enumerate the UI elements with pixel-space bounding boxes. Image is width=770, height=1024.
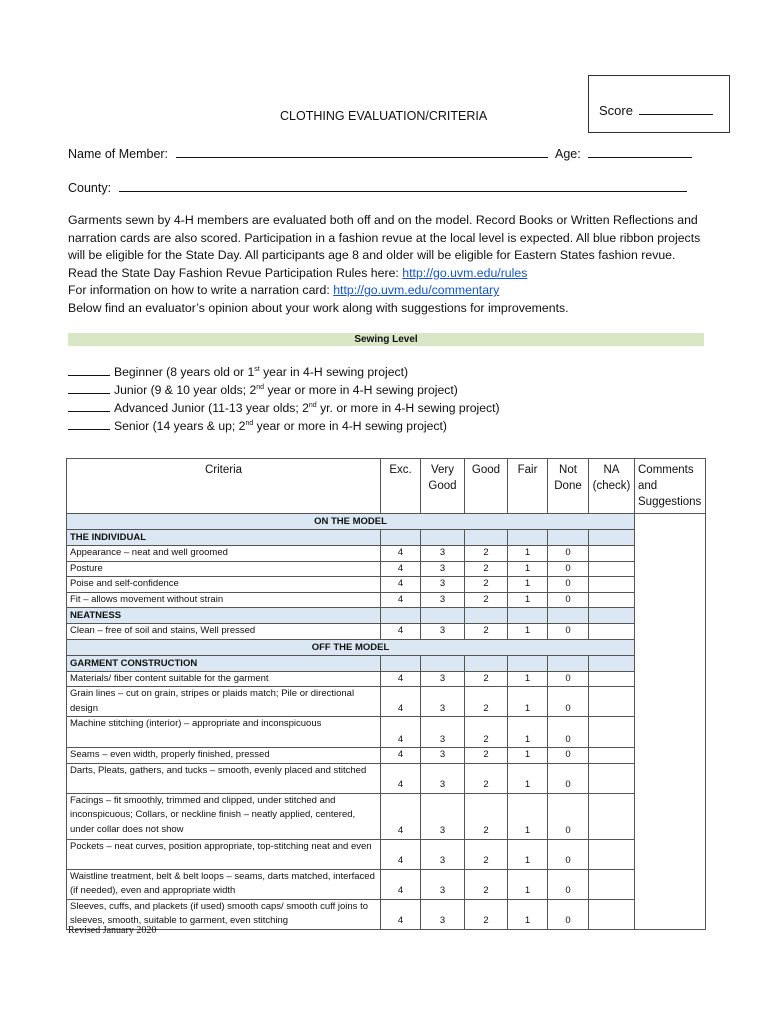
county-field[interactable] (119, 180, 687, 192)
score-cell[interactable]: 2 (465, 671, 508, 687)
score-cell[interactable]: 4 (381, 577, 421, 593)
name-field[interactable] (176, 146, 548, 158)
score-cell[interactable]: 1 (508, 869, 548, 899)
intro-text (68, 212, 708, 318)
score-cell[interactable]: 2 (465, 687, 508, 717)
rules-link[interactable]: http://go.uvm.edu/rules (402, 265, 528, 280)
blank-cell (508, 530, 548, 546)
table-row (67, 577, 706, 593)
score-cell[interactable]: 4 (381, 592, 421, 608)
county-label: County: (68, 181, 112, 195)
score-field[interactable] (639, 102, 713, 115)
score-cell[interactable]: 0 (548, 717, 589, 748)
score-cell[interactable]: 4 (381, 546, 421, 562)
na-check-cell[interactable] (589, 561, 635, 577)
sub-construction-label: GARMENT CONSTRUCTION (67, 655, 381, 671)
score-cell[interactable]: 0 (548, 561, 589, 577)
blank-cell (548, 530, 589, 546)
score-cell[interactable]: 3 (421, 671, 465, 687)
age-field[interactable] (588, 146, 692, 158)
table-row (67, 748, 706, 764)
commentary-link[interactable]: http://go.uvm.edu/commentary (333, 283, 500, 298)
score-cell[interactable]: 1 (508, 748, 548, 764)
score-cell[interactable]: 0 (548, 624, 589, 640)
blank-cell (548, 655, 589, 671)
score-label: Score (599, 103, 633, 118)
level-blank[interactable] (68, 365, 110, 376)
na-check-cell[interactable] (589, 592, 635, 608)
table-row (67, 561, 706, 577)
sub-neatness-label: NEATNESS (67, 608, 381, 624)
blank-cell (465, 608, 508, 624)
blank-cell (589, 530, 635, 546)
na-check-cell[interactable] (589, 577, 635, 593)
sub-individual (67, 530, 706, 546)
table-row (67, 717, 706, 748)
na-check-cell[interactable] (589, 748, 635, 764)
score-cell[interactable]: 4 (381, 839, 421, 869)
na-check-cell[interactable] (589, 793, 635, 839)
evaluator-info: Below find an evaluator’s opinion about your work along with suggestions for improvements. (68, 300, 569, 315)
score-cell[interactable]: 3 (421, 577, 465, 593)
score-cell[interactable]: 2 (465, 899, 508, 929)
score-cell[interactable]: 2 (465, 624, 508, 640)
sub-construction (67, 655, 706, 671)
na-check-cell[interactable] (589, 687, 635, 717)
score-cell[interactable]: 3 (421, 561, 465, 577)
na-check-cell[interactable] (589, 899, 635, 929)
score-cell[interactable]: 3 (421, 748, 465, 764)
score-cell[interactable]: 0 (548, 869, 589, 899)
criteria-table (66, 458, 706, 930)
narration-info: For information on how to write a narration card: (68, 283, 330, 298)
na-check-cell[interactable] (589, 839, 635, 869)
blank-cell (548, 608, 589, 624)
table-row (67, 687, 706, 717)
score-cell[interactable]: 2 (465, 839, 508, 869)
header-comments: Comments and Suggestions (635, 459, 706, 514)
score-cell[interactable]: 0 (548, 839, 589, 869)
header-criteria: Criteria (67, 459, 381, 514)
score-cell[interactable]: 2 (465, 577, 508, 593)
section-off-model-label: OFF THE MODEL (67, 639, 635, 655)
table-row (67, 899, 706, 929)
blank-cell (381, 608, 421, 624)
na-check-cell[interactable] (589, 624, 635, 640)
criteria-cell: Poise and self-confidence (67, 577, 381, 593)
score-cell[interactable]: 3 (421, 869, 465, 899)
score-cell[interactable]: 1 (508, 592, 548, 608)
criteria-cell: Materials/ fiber content suitable for the garment (67, 671, 381, 687)
revised-note: Revised January 2020 (68, 925, 157, 936)
score-cell[interactable]: 0 (548, 592, 589, 608)
score-cell[interactable]: 2 (465, 869, 508, 899)
blank-cell (421, 608, 465, 624)
score-cell[interactable]: 4 (381, 624, 421, 640)
section-on-model-label: ON THE MODEL (67, 514, 635, 530)
criteria-cell: Darts, Pleats, gathers, and tucks – smooth, evenly placed and stitched (67, 763, 381, 793)
score-cell[interactable]: 0 (548, 899, 589, 929)
blank-cell (465, 655, 508, 671)
intro-paragraph: Garments sewn by 4-H members are evaluated both off and on the model. Record Books or Written Reflections and narration cards are also scored. Participation in a fashion revue at the local level is expected. All blue ribbon projects will be eligible for the State Day. All participants age 8 and older will be eligible for Eastern States fashion revue. Read the State Day Fashion Revue Participation Rules here: (68, 213, 701, 280)
na-check-cell[interactable] (589, 717, 635, 748)
criteria-cell: Fit – allows movement without strain (67, 592, 381, 608)
na-check-cell[interactable] (589, 763, 635, 793)
age-label: Age: (555, 147, 581, 161)
name-line (68, 146, 692, 161)
blank-cell (381, 655, 421, 671)
section-off-model (67, 639, 706, 655)
level-senior: Senior (14 years & up; 2nd year or more in 4-H sewing project) (68, 416, 500, 434)
na-check-cell[interactable] (589, 546, 635, 562)
score-cell[interactable]: 4 (381, 899, 421, 929)
score-cell[interactable]: 2 (465, 763, 508, 793)
criteria-cell: Pockets – neat curves, position appropriate, top-stitching neat and even (67, 839, 381, 869)
score-cell[interactable]: 2 (465, 793, 508, 839)
table-row (67, 671, 706, 687)
blank-cell (421, 655, 465, 671)
header-fair: Fair (508, 459, 548, 514)
county-line (68, 180, 687, 195)
score-cell[interactable]: 1 (508, 687, 548, 717)
header-not-done: Not Done (548, 459, 589, 514)
criteria-cell: Facings – fit smoothly, trimmed and clipped, under stitched and inconspicuous; Collars, or neckline finish – neatly applied, centered, under collar does not show (67, 793, 381, 839)
score-cell[interactable]: 4 (381, 671, 421, 687)
score-cell[interactable]: 2 (465, 717, 508, 748)
section-on-model (67, 514, 706, 530)
level-junior: Junior (9 & 10 year olds; 2nd year or more in 4-H sewing project) (68, 380, 500, 398)
score-box (588, 75, 730, 133)
score-cell[interactable]: 4 (381, 763, 421, 793)
sub-individual-label: THE INDIVIDUAL (67, 530, 381, 546)
level-advanced-junior: Advanced Junior (11-13 year olds; 2nd yr. or more in 4-H sewing project) (68, 398, 500, 416)
criteria-cell: Grain lines – cut on grain, stripes or plaids match; Pile or directional design (67, 687, 381, 717)
score-cell[interactable]: 1 (508, 546, 548, 562)
score-cell[interactable]: 4 (381, 869, 421, 899)
blank-cell (508, 655, 548, 671)
score-cell[interactable]: 4 (381, 793, 421, 839)
score-cell[interactable]: 3 (421, 717, 465, 748)
score-cell[interactable]: 1 (508, 577, 548, 593)
score-cell[interactable]: 3 (421, 899, 465, 929)
score-cell[interactable]: 2 (465, 546, 508, 562)
header-very-good: Very Good (421, 459, 465, 514)
na-check-cell[interactable] (589, 671, 635, 687)
score-cell[interactable]: 3 (421, 793, 465, 839)
criteria-cell: Waistline treatment, belt & belt loops – seams, darts matched, interfaced (if needed), even and appropriate width (67, 869, 381, 899)
blank-cell (381, 530, 421, 546)
level-beginner: Beginner (8 years old or 1st year in 4-H sewing project) (68, 362, 500, 380)
score-cell[interactable]: 1 (508, 839, 548, 869)
score-cell[interactable]: 0 (548, 546, 589, 562)
score-cell[interactable]: 1 (508, 671, 548, 687)
score-cell[interactable]: 4 (381, 687, 421, 717)
table-row (67, 869, 706, 899)
score-cell[interactable]: 1 (508, 624, 548, 640)
score-cell[interactable]: 3 (421, 687, 465, 717)
comments-area[interactable] (635, 514, 706, 930)
sub-neatness (67, 608, 706, 624)
sewing-level-heading: Sewing Level (68, 333, 704, 346)
blank-cell (465, 530, 508, 546)
score-cell[interactable]: 0 (548, 577, 589, 593)
sewing-level-list (68, 362, 500, 434)
table-row (67, 624, 706, 640)
score-cell[interactable]: 1 (508, 763, 548, 793)
score-cell[interactable]: 3 (421, 763, 465, 793)
blank-cell (508, 608, 548, 624)
blank-cell (589, 608, 635, 624)
score-cell[interactable]: 3 (421, 592, 465, 608)
table-row (67, 592, 706, 608)
score-cell[interactable]: 3 (421, 546, 465, 562)
header-good: Good (465, 459, 508, 514)
score-cell[interactable]: 0 (548, 748, 589, 764)
score-cell[interactable]: 1 (508, 717, 548, 748)
criteria-cell: Sleeves, cuffs, and plackets (if used) smooth caps/ smooth cuff joins to sleeves, smooth, suitable to garment, even stitching (67, 899, 381, 929)
score-cell[interactable]: 0 (548, 763, 589, 793)
criteria-cell: Clean – free of soil and stains, Well pressed (67, 624, 381, 640)
level-blank[interactable] (68, 383, 110, 394)
table-header-row (67, 459, 706, 514)
score-cell[interactable]: 0 (548, 687, 589, 717)
score-cell[interactable]: 1 (508, 899, 548, 929)
score-cell[interactable]: 2 (465, 561, 508, 577)
header-na: NA (check) (589, 459, 635, 514)
score-cell[interactable]: 1 (508, 793, 548, 839)
na-check-cell[interactable] (589, 869, 635, 899)
name-label: Name of Member: (68, 147, 169, 161)
page-title: CLOTHING EVALUATION/CRITERIA (280, 109, 488, 123)
criteria-cell: Appearance – neat and well groomed (67, 546, 381, 562)
table-row (67, 839, 706, 869)
score-cell[interactable]: 4 (381, 748, 421, 764)
criteria-cell: Posture (67, 561, 381, 577)
blank-cell (421, 530, 465, 546)
score-cell[interactable]: 3 (421, 624, 465, 640)
score-cell[interactable]: 0 (548, 671, 589, 687)
criteria-cell: Machine stitching (interior) – appropriate and inconspicuous (67, 717, 381, 748)
score-cell[interactable]: 2 (465, 748, 508, 764)
blank-cell (589, 655, 635, 671)
score-cell[interactable]: 2 (465, 592, 508, 608)
score-cell[interactable]: 0 (548, 793, 589, 839)
score-cell[interactable]: 3 (421, 839, 465, 869)
score-cell[interactable]: 1 (508, 561, 548, 577)
level-blank[interactable] (68, 419, 110, 430)
score-cell[interactable]: 4 (381, 717, 421, 748)
table-row (67, 546, 706, 562)
score-cell[interactable]: 4 (381, 561, 421, 577)
criteria-cell: Seams – even width, properly finished, pressed (67, 748, 381, 764)
table-row (67, 793, 706, 839)
level-blank[interactable] (68, 401, 110, 412)
table-row (67, 763, 706, 793)
header-exc: Exc. (381, 459, 421, 514)
